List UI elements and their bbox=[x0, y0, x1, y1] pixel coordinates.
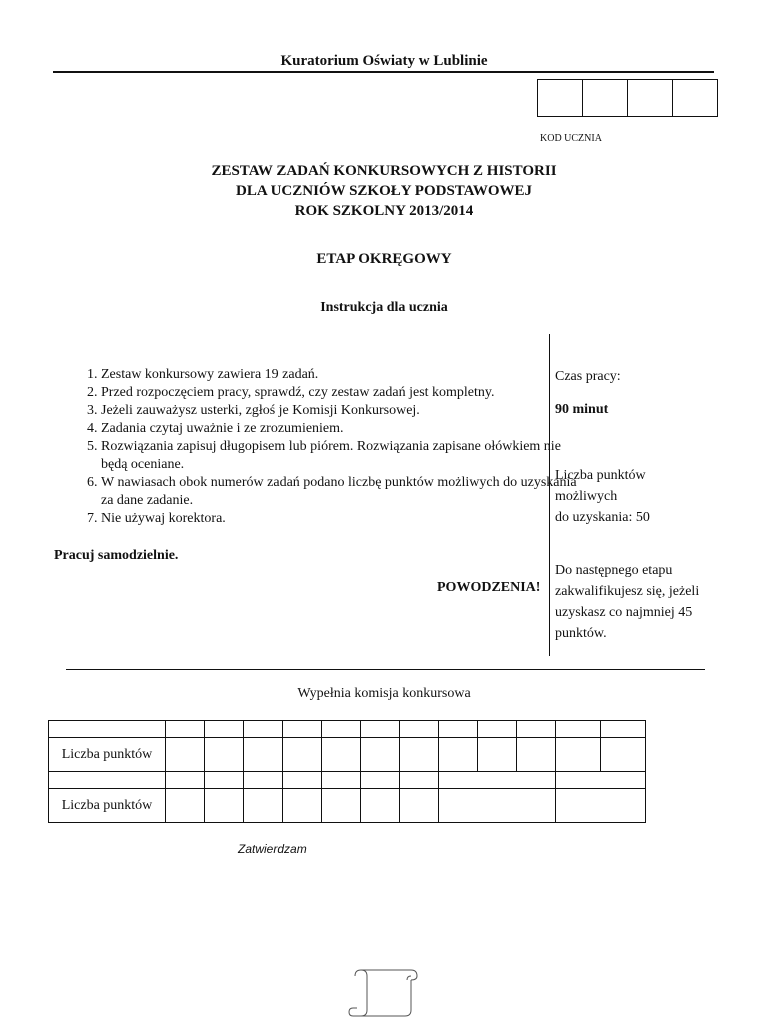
score-row-label: Liczba punktów bbox=[49, 789, 166, 823]
score-cell[interactable] bbox=[283, 789, 322, 823]
score-header-label-cell bbox=[49, 772, 166, 789]
score-cell[interactable] bbox=[322, 789, 361, 823]
commission-title: Wypełnia komisja konkursowa bbox=[297, 686, 471, 701]
stage-title: ETAP OKRĘGOWY bbox=[316, 251, 452, 267]
score-row-2 bbox=[49, 789, 646, 823]
task-number-cell[interactable] bbox=[517, 721, 556, 738]
score-cell[interactable] bbox=[166, 789, 205, 823]
score-cell[interactable] bbox=[361, 789, 400, 823]
score-header-row-1 bbox=[49, 721, 646, 738]
header-title: Kuratorium Oświaty w Lublinie bbox=[280, 53, 488, 69]
task-number-cell[interactable] bbox=[166, 772, 205, 789]
score-cell[interactable] bbox=[205, 738, 244, 772]
task-number-cell[interactable] bbox=[166, 721, 205, 738]
task-number-cell[interactable] bbox=[205, 721, 244, 738]
score-cell[interactable] bbox=[205, 789, 244, 823]
score-cell[interactable] bbox=[478, 738, 517, 772]
score-cell[interactable] bbox=[283, 738, 322, 772]
student-code-cell-2[interactable] bbox=[583, 80, 628, 116]
score-cell[interactable] bbox=[244, 738, 283, 772]
task-number-cell[interactable] bbox=[361, 721, 400, 738]
max-points-info bbox=[555, 465, 725, 528]
qualification-line: zakwalifikujesz się, jeżeli bbox=[555, 584, 700, 599]
task-number-cell[interactable] bbox=[400, 772, 439, 789]
main-title-line-3: ROK SZKOLNY 2013/2014 bbox=[294, 203, 474, 219]
time-value: 90 minut bbox=[555, 402, 609, 417]
score-cell[interactable] bbox=[400, 789, 439, 823]
main-title-line-2: DLA UCZNIÓW SZKOŁY PODSTAWOWEJ bbox=[235, 183, 533, 199]
qualification-line: uzyskasz co najmniej 45 bbox=[555, 605, 693, 620]
student-code-cell-4[interactable] bbox=[673, 80, 717, 116]
work-alone-note: Pracuj samodzielnie. bbox=[54, 548, 179, 563]
instruction-item: 1. Zestaw konkursowy zawiera 19 zadań. bbox=[101, 366, 579, 384]
score-row-label: Liczba punktów bbox=[49, 738, 166, 772]
sum-header-cell[interactable] bbox=[439, 772, 556, 789]
student-code-box bbox=[537, 79, 718, 117]
task-number-cell[interactable] bbox=[439, 721, 478, 738]
score-header-row-2 bbox=[49, 772, 646, 789]
task-number-cell[interactable] bbox=[322, 772, 361, 789]
student-code-cell-1[interactable] bbox=[538, 80, 583, 116]
score-header-label-cell bbox=[49, 721, 166, 738]
score-cell[interactable] bbox=[439, 738, 478, 772]
max-points-line: Liczba punktów bbox=[555, 468, 646, 483]
total-header-cell[interactable] bbox=[556, 772, 646, 789]
task-number-cell[interactable] bbox=[283, 772, 322, 789]
task-number-cell[interactable] bbox=[205, 772, 244, 789]
score-cell[interactable] bbox=[400, 738, 439, 772]
score-cell[interactable] bbox=[601, 738, 646, 772]
max-points-line: możliwych bbox=[555, 489, 618, 504]
instruction-item: 2. Przed rozpoczęciem pracy, sprawdź, czy zestaw zadań jest kompletny. bbox=[101, 384, 579, 402]
main-title bbox=[0, 161, 768, 221]
instructions-title: Instrukcja dla ucznia bbox=[320, 300, 448, 315]
score-cell[interactable] bbox=[556, 738, 601, 772]
student-code-label: KOD UCZNIA bbox=[540, 133, 602, 144]
instruction-item: 3. Jeżeli zauważysz usterki, zgłoś je Komisji Konkursowej. bbox=[101, 402, 579, 420]
score-cell[interactable] bbox=[322, 738, 361, 772]
instruction-item: 6. W nawiasach obok numerów zadań podano liczbę punktów możliwych do uzyskania za dane zadanie. bbox=[101, 474, 579, 510]
instruction-item: 4. Zadania czytaj uważnie i ze zrozumieniem. bbox=[101, 420, 579, 438]
sum-cell[interactable] bbox=[439, 789, 556, 823]
task-number-cell[interactable] bbox=[244, 721, 283, 738]
task-number-cell[interactable] bbox=[478, 721, 517, 738]
score-cell[interactable] bbox=[166, 738, 205, 772]
qualification-info bbox=[555, 560, 725, 644]
score-cell[interactable] bbox=[244, 789, 283, 823]
scroll-ornament-icon bbox=[345, 966, 421, 1025]
score-cell[interactable] bbox=[361, 738, 400, 772]
score-cell[interactable] bbox=[517, 738, 556, 772]
instruction-item: 7. Nie używaj korektora. bbox=[101, 510, 579, 528]
task-number-cell[interactable] bbox=[601, 721, 646, 738]
header-rule bbox=[53, 71, 714, 73]
task-number-cell[interactable] bbox=[361, 772, 400, 789]
score-table bbox=[48, 720, 646, 823]
total-cell[interactable] bbox=[556, 789, 646, 823]
instructions-list bbox=[53, 366, 579, 528]
section-divider bbox=[66, 669, 705, 670]
task-number-cell[interactable] bbox=[556, 721, 601, 738]
task-number-cell[interactable] bbox=[283, 721, 322, 738]
score-row-1 bbox=[49, 738, 646, 772]
instruction-item: 5. Rozwiązania zapisuj długopisem lub piórem. Rozwiązania zapisane ołówkiem nie będą oceniane. bbox=[101, 438, 579, 474]
qualification-line: punktów. bbox=[555, 626, 607, 641]
task-number-cell[interactable] bbox=[322, 721, 361, 738]
main-title-line-1: ZESTAW ZADAŃ KONKURSOWYCH Z HISTORII bbox=[211, 163, 557, 179]
time-label: Czas pracy: bbox=[555, 369, 621, 384]
approval-label: Zatwierdzam bbox=[238, 842, 307, 856]
task-number-cell[interactable] bbox=[400, 721, 439, 738]
student-code-cell-3[interactable] bbox=[628, 80, 673, 116]
qualification-line: Do następnego etapu bbox=[555, 563, 673, 578]
max-points-line: do uzyskania: 50 bbox=[555, 510, 650, 525]
good-luck-note: POWODZENIA! bbox=[437, 580, 541, 595]
task-number-cell[interactable] bbox=[244, 772, 283, 789]
